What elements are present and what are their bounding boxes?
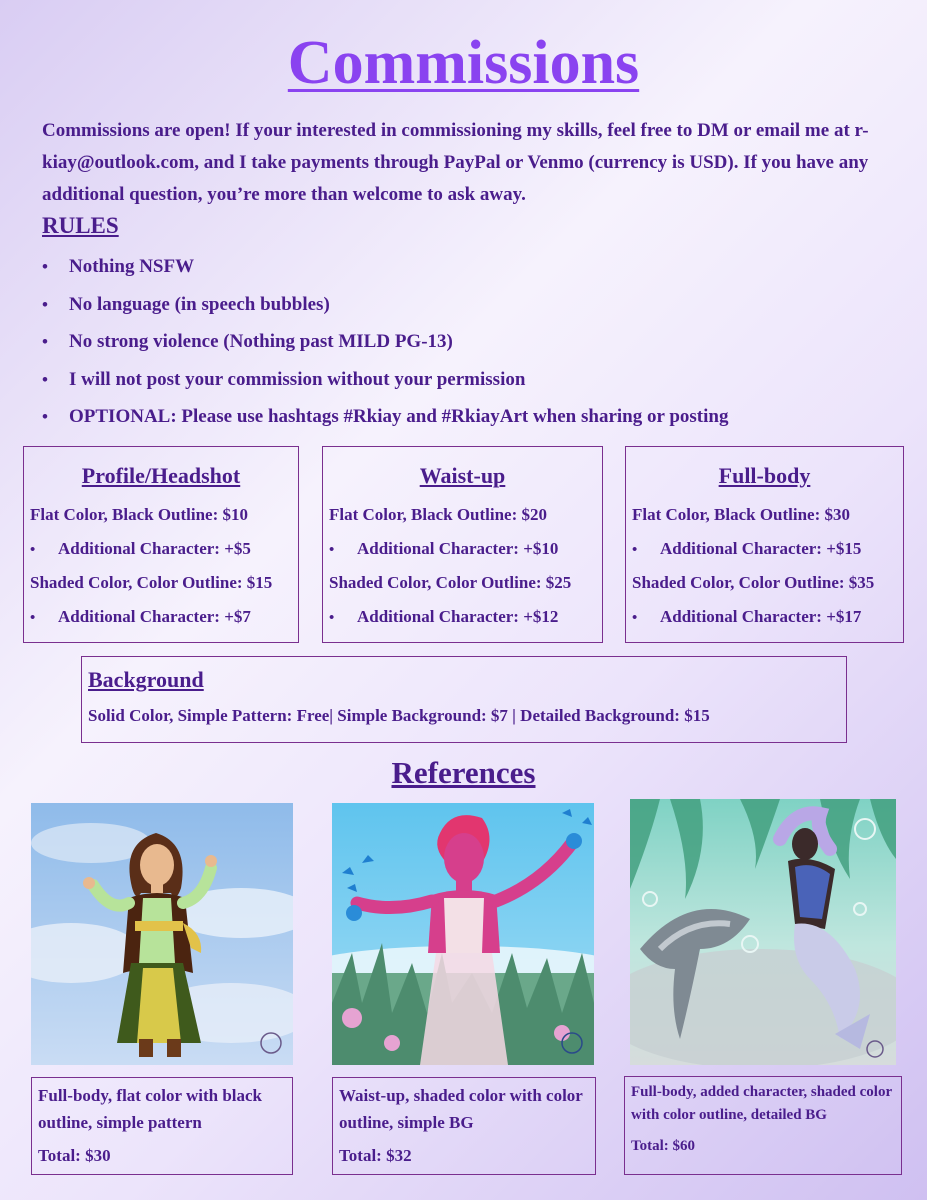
reference-image-full-body <box>31 803 293 1065</box>
reference-artwork-2 <box>332 803 594 1065</box>
reference-artwork-1 <box>31 803 293 1065</box>
reference-artwork-3 <box>630 799 896 1065</box>
rule-item: • Nothing NSFW <box>42 252 728 290</box>
reference-caption: Full-body, added character, shaded color with color outline, detailed BG <box>631 1084 892 1123</box>
price-box-waist-up <box>322 446 603 643</box>
flat-extra-price <box>626 532 903 566</box>
bullet: • <box>30 542 36 558</box>
reference-image-full-body-detailed <box>630 799 896 1065</box>
background-price-box <box>81 656 847 743</box>
background-heading: Background <box>88 667 204 692</box>
shaded-extra-label: Additional Character: +$17 <box>660 607 862 626</box>
reference-image-waist-up <box>332 803 594 1065</box>
rules-heading: RULES <box>42 213 119 238</box>
shaded-price: Shaded Color, Color Outline: $35 <box>632 573 875 592</box>
reference-caption: Waist-up, shaded color with color outline, simple BG <box>339 1086 583 1132</box>
rule-item: • OPTIONAL: Please use hashtags #Rkiay and #RkiayArt when sharing or posting <box>42 402 728 440</box>
flat-price: Flat Color, Black Outline: $30 <box>632 505 851 524</box>
price-box-heading: Full-body <box>718 463 811 488</box>
shaded-extra-price <box>24 600 298 634</box>
bullet: • <box>30 610 36 626</box>
shaded-extra-price <box>323 600 602 634</box>
rule-item: • I will not post your commission without your permission <box>42 365 728 403</box>
bullet: • <box>632 610 638 626</box>
price-box-heading: Waist-up <box>419 463 506 488</box>
flat-extra-label: Additional Character: +$10 <box>357 539 559 558</box>
shaded-extra-label: Additional Character: +$12 <box>357 607 559 626</box>
reference-total: Total: $60 <box>631 1138 696 1154</box>
references-heading: References <box>391 755 536 790</box>
flat-price: Flat Color, Black Outline: $20 <box>329 505 548 524</box>
flat-extra-label: Additional Character: +$15 <box>660 539 862 558</box>
shaded-price: Shaded Color, Color Outline: $25 <box>329 573 572 592</box>
price-box-heading: Profile/Headshot <box>81 463 241 488</box>
flat-extra-label: Additional Character: +$5 <box>58 539 251 558</box>
reference-total: Total: $30 <box>38 1146 111 1165</box>
bullet: • <box>632 542 638 558</box>
flat-extra-price <box>24 532 298 566</box>
flat-price: Flat Color, Black Outline: $10 <box>30 505 249 524</box>
intro-paragraph: Commissions are open! If your interested in commissioning my skills, feel free to DM or email me at r-kiay@outlook.com, and I take payments through PayPal or Venmo (currency is USD). If you have any additional question, you’re more than welcome to ask away. <box>42 120 869 205</box>
reference-caption-box-3 <box>624 1076 902 1175</box>
rules-list <box>42 252 728 440</box>
rule-item: • No language (in speech bubbles) <box>42 290 728 328</box>
page-title: Commissions <box>287 29 640 97</box>
bullet: • <box>329 610 335 626</box>
price-box-full-body <box>625 446 904 643</box>
shaded-extra-price <box>626 600 903 634</box>
bullet: • <box>329 542 335 558</box>
flat-extra-price <box>323 532 602 566</box>
reference-total: Total: $32 <box>339 1146 412 1165</box>
reference-caption: Full-body, flat color with black outline, simple pattern <box>38 1086 263 1132</box>
shaded-price: Shaded Color, Color Outline: $15 <box>30 573 273 592</box>
shaded-extra-label: Additional Character: +$7 <box>58 607 251 626</box>
price-box-profile-headshot <box>23 446 299 643</box>
background-prices: Solid Color, Simple Pattern: Free| Simple Background: $7 | Detailed Background: $15 <box>88 706 710 725</box>
reference-caption-box-1 <box>31 1077 293 1175</box>
reference-caption-box-2 <box>332 1077 596 1175</box>
rule-item: • No strong violence (Nothing past MILD PG-13) <box>42 327 728 365</box>
